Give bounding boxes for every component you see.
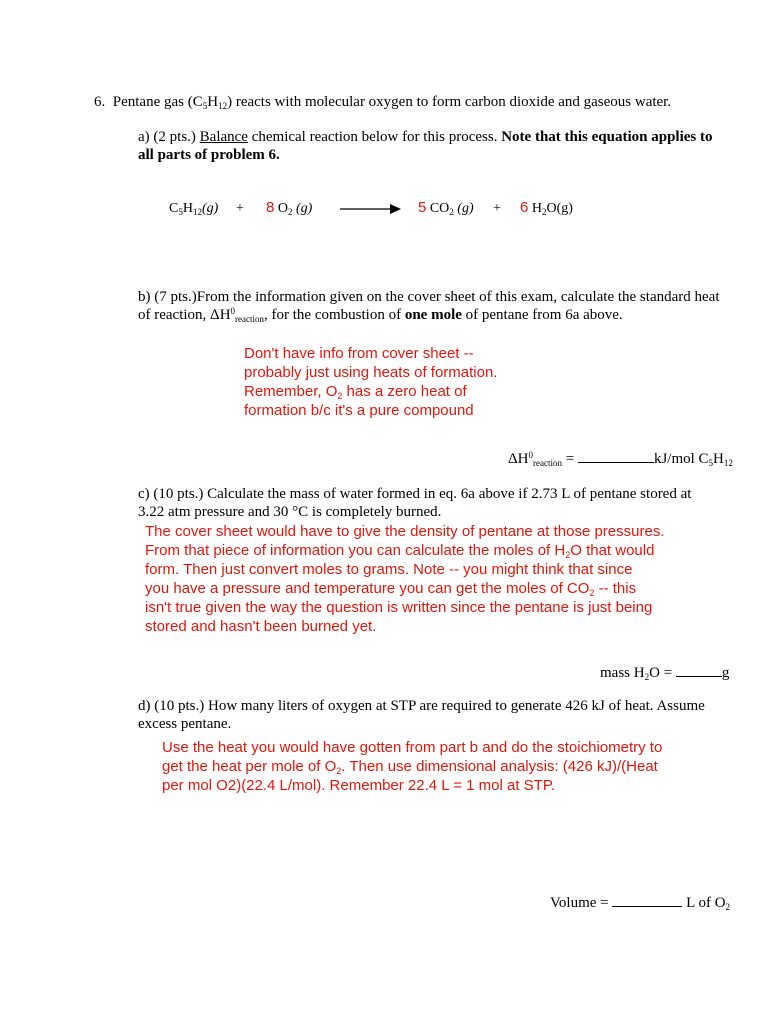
- h2o-coefficient: 6: [520, 199, 529, 216]
- problem-number: 6.: [94, 94, 106, 110]
- part-b-line2: of reaction, $\Delta H^0_{reaction}$, for the combustion of one mole of pentane from 6a above.: [138, 306, 623, 324]
- part-b-answer-line: $\Delta H^0_{reaction} = kJ/mol$ $C_5H_{12}$: [508, 450, 733, 468]
- oxygen-coefficient: 8: [266, 199, 275, 216]
- part-b-line1: b) (7 pts.)From the information given on the cover sheet of this exam, calculate the standard heat: [138, 289, 720, 305]
- part-a-line1: a) (2 pts.) Balance chemical reaction below for this process. Note that this equation applies to: [138, 129, 713, 145]
- part-a-question: [138, 128, 758, 164]
- equation-product-h2o: 6 $H_2O(g)$: [520, 199, 573, 217]
- part-c-question: c) (10 pts.) Calculate the mass of water formed in eq. 6a above if 2.73 L of pentane stored at 3.22 atm pressure and 30 °C is completely burned.: [138, 486, 692, 520]
- volume-oxygen-blank[interactable]: [612, 893, 682, 907]
- equation-plus-1: +: [236, 201, 244, 216]
- reaction-arrow-icon: [340, 203, 402, 215]
- part-d-annotation: Use the heat you would have gotten from part b and do the stoichiometry to get the heat per mole of $O_2$. Then use dimensional analysis: (426 kJ)/(Heat per mol O2)(22.4 L/mol). Remember 22.4 L = 1 mol at STP.: [162, 739, 663, 794]
- equation-product-co2: 5 $CO_2$ (g): [418, 199, 474, 217]
- part-b-annotation: Don't have info from cover sheet -- probably just using heats of formation. Remember, $O_2$ has a zero heat of formation b/c it's a pure compound: [244, 345, 498, 419]
- part-a-line2: all parts of problem 6.: [138, 147, 280, 163]
- mass-water-blank[interactable]: [676, 663, 722, 677]
- part-d-question: d) (10 pts.) How many liters of oxygen at STP are required to generate 426 kJ of heat. Assume excess pentane.: [138, 698, 705, 732]
- problem-statement: 6. Pentane gas $(C_5H_{12})$ reacts with molecular oxygen to form carbon dioxide and gaseous water.: [94, 94, 672, 111]
- heat-of-reaction-blank[interactable]: [578, 449, 654, 463]
- equation-reactant-pentane: $C_5H_{12}(g)$: [169, 201, 219, 217]
- part-c-annotation: The cover sheet would have to give the density of pentane at those pressures. From that piece of information you can calculate the moles of $H_2O$ that would form. Then just convert moles to grams. Note -- you might think that since you have a pressure and temperature you can get the moles of $CO_2$ -- this isn't true given the way the question is written since the pentane is just being stored and hasn't been burned yet.: [145, 523, 665, 635]
- part-c-answer-line: mass $H_2O = g$: [600, 665, 730, 682]
- equation-plus-2: +: [493, 201, 501, 216]
- co2-coefficient: 5: [418, 199, 427, 216]
- part-d-answer-line: Volume = L of $O_2$: [550, 895, 731, 912]
- part-b-question: [138, 288, 758, 324]
- equation-reactant-oxygen: 8 $O_2$ (g): [266, 199, 313, 217]
